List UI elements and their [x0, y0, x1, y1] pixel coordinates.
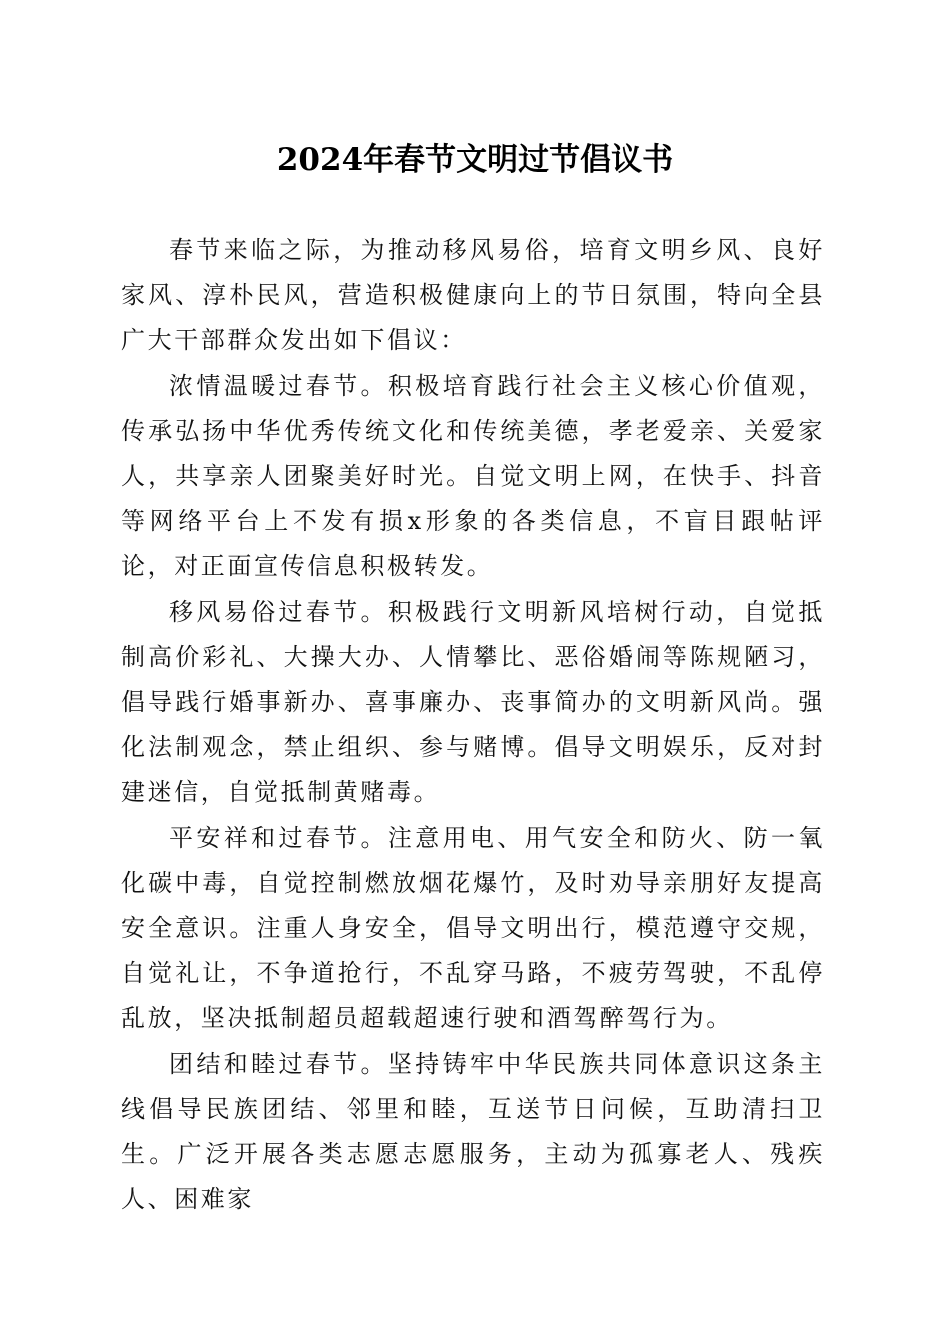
- paragraph-safety: 平安祥和过春节。注意用电、用气安全和防火、防一氧化碳中毒，自觉控制燃放烟花爆竹，及时劝导亲朋好友提高安全意识。注重人身安全，倡导文明出行，模范遵守交规，自觉礼让，不争道抢行，不乱穿马路，不疲劳驾驶，不乱停乱放，坚决抵制超员超载超速行驶和酒驾醉驾行为。: [121, 823, 825, 1033]
- document-title: 2024年春节文明过节倡议书: [276, 142, 674, 178]
- paragraph-unity: 团结和睦过春节。坚持铸牢中华民族共同体意识这条主线倡导民族团结、邻里和睦，互送节日问候，互助清扫卫生。广泛开展各类志愿志愿服务，主动为孤寡老人、残疾人、困难家: [121, 1049, 825, 1214]
- document-body: [121, 228, 825, 1222]
- paragraph-intro: 春节来临之际，为推动移风易俗，培育文明乡风、良好家风、淳朴民风，营造积极健康向上的节日氛围，特向全县广大干部群众发出如下倡议：: [121, 236, 825, 355]
- paragraph-customs-reform: 移风易俗过春节。积极践行文明新风培树行动，自觉抵制高价彩礼、大操大办、人情攀比、恶俗婚闹等陈规陋习，倡导践行婚事新办、喜事廉办、丧事简办的文明新风尚。强化法制观念，禁止组织、参与赌博。倡导文明娱乐，反对封建迷信，自觉抵制黄赌毒。: [121, 597, 825, 807]
- paragraph-warm-spring-festival: 浓情温暖过春节。积极培育践行社会主义核心价值观，传承弘扬中华优秀传统文化和传统美德，孝老爱亲、关爱家人，共享亲人团聚美好时光。自觉文明上网，在快手、抖音等网络平台上不发有损x形象的各类信息，不盲目跟帖评论，对正面宣传信息积极转发。: [121, 371, 825, 581]
